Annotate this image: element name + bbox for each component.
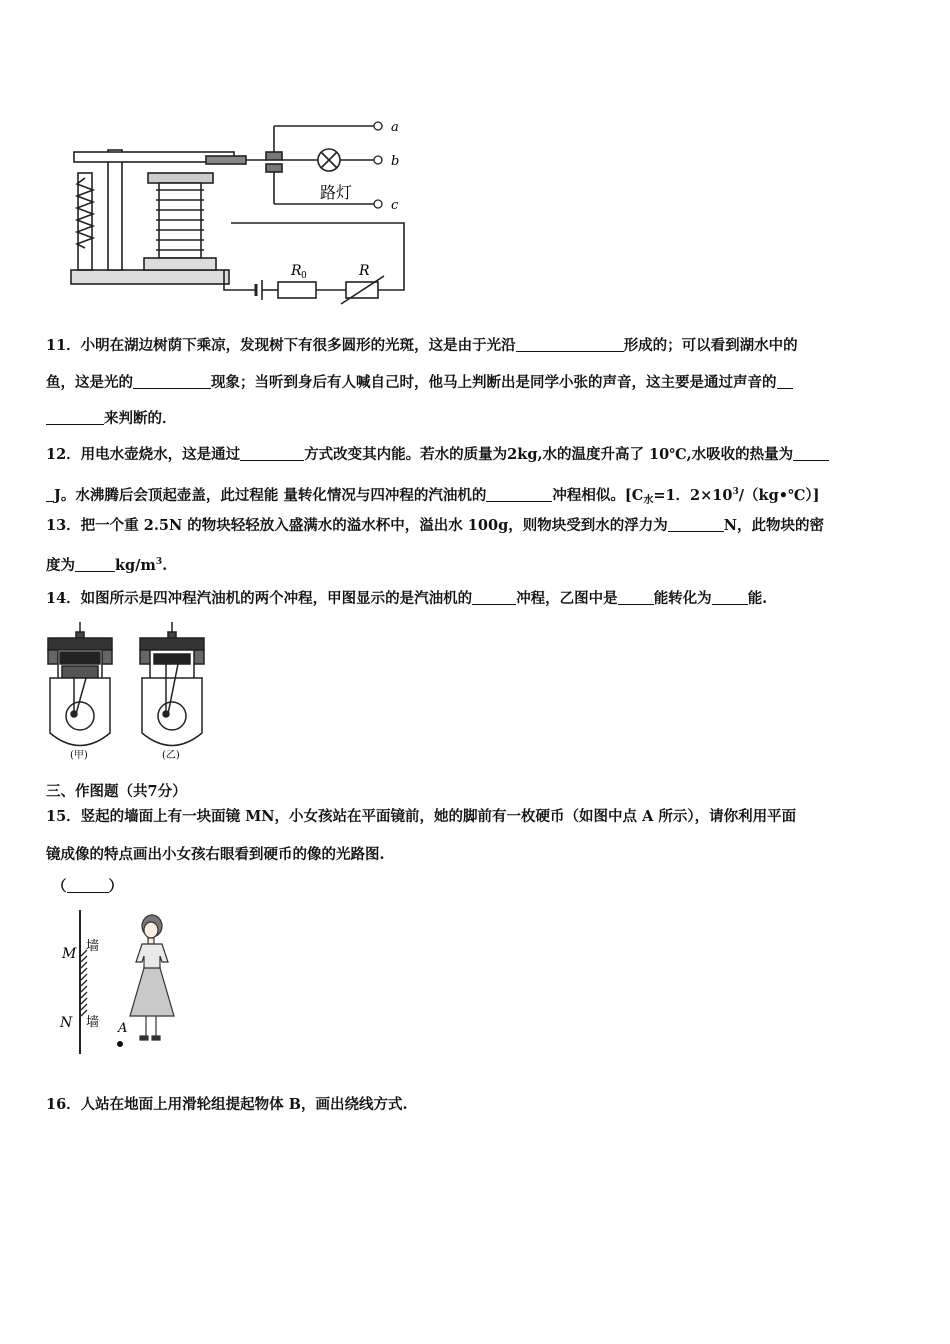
terminal-a-label: a — [391, 120, 399, 135]
section-3-heading: 三、作图题（共7分） — [46, 783, 187, 800]
q12-blank-1[interactable] — [240, 446, 304, 461]
q14-text: 14．如图所示是四冲程汽油机的两个冲程，甲图显示的是汽油机的 — [46, 590, 473, 607]
question-12-line-2 — [46, 483, 910, 510]
question-11-line-3 — [46, 410, 910, 428]
q13-text: N，此物块的密 — [723, 517, 824, 534]
q13-text: kg/m — [115, 557, 156, 574]
q11-blank-3[interactable] — [777, 374, 793, 389]
q14-blank-1[interactable] — [472, 590, 516, 605]
q11-text: 来判断的． — [104, 410, 177, 427]
q14-text: 能转化为 — [653, 590, 712, 607]
q12-subscript: 水 — [643, 495, 654, 506]
mirror-n-label: N — [60, 1015, 73, 1031]
question-16: 16．人站在地面上用滑轮组提起物体 B，画出绕线方式. — [46, 1096, 408, 1113]
q11-text: 11．小明在湖边树荫下乘凉，发现树下有很多圆形的光斑，这是由于光沿 — [46, 337, 516, 354]
q13-text: 度为 — [46, 557, 75, 574]
q14-blank-3[interactable] — [712, 590, 748, 605]
question-13 — [46, 517, 910, 535]
q13-text: . — [162, 557, 168, 574]
question-15-answer[interactable] — [52, 878, 910, 896]
q12-text: 方式改变其内能。若水的质量为2kg,水的温度升高了 10℃,水吸收的热量为 — [304, 446, 794, 463]
question-11 — [46, 337, 910, 355]
q12-text: /（kg•℃）] — [738, 487, 820, 504]
q11-blank-2[interactable] — [133, 374, 211, 389]
q12-superscript: 3 — [732, 487, 739, 497]
q11-blank-3-cont[interactable] — [46, 410, 104, 425]
q13-superscript: 3 — [155, 557, 163, 567]
engine-label-jia: (甲) — [70, 750, 88, 761]
engine-figure — [44, 618, 234, 768]
q15-paren-open: （ — [52, 878, 67, 895]
q12-blank-2[interactable] — [793, 446, 829, 461]
terminal-b-label: b — [391, 154, 400, 169]
r0-subscript: 0 — [301, 271, 307, 281]
q12-text: J。水沸腾后会顶起壶盖，此过程能 量转化情况与四冲程的汽油机的 — [54, 487, 487, 504]
question-15: 15．竖起的墙面上有一块面镜 MN，小女孩站在平面镜前，她的脚前有一枚硬币（如图中点 A 所示），请你利用平面 — [46, 808, 797, 825]
engine-label-yi: (乙) — [162, 750, 180, 761]
wall-label-bottom: 墙 — [86, 1015, 100, 1030]
q13-blank-1[interactable] — [668, 517, 724, 532]
q14-text: 能. — [747, 590, 768, 607]
q14-text: 冲程，乙图中是 — [516, 590, 618, 607]
question-11-line-2 — [46, 374, 910, 392]
q13-text: 13．把一个重 2.5N 的物块轻轻放入盛满水的溢水杯中，溢出水 100g，则物块受到水的浮力为 — [46, 517, 668, 534]
q12-blank-3[interactable] — [486, 487, 552, 502]
q12-text: =1．2×10 — [653, 487, 733, 504]
q14-blank-2[interactable] — [618, 590, 654, 605]
r0-label: R — [291, 263, 302, 279]
q15-paren-close: ） — [108, 878, 123, 895]
lamp-label: 路灯 — [320, 183, 353, 202]
terminal-c-label: c — [391, 198, 399, 213]
mirror-m-label: M — [62, 946, 77, 962]
wall-label-top: 墙 — [86, 939, 100, 954]
question-13-line-2 — [46, 553, 910, 575]
q11-text: 鱼，这是光的 — [46, 374, 133, 391]
question-15-line-2: 镜成像的特点画出小女孩右眼看到硬币的像的光路图. — [46, 846, 385, 863]
q12-text: 冲程相似。[C — [552, 487, 644, 504]
q13-blank-2[interactable] — [75, 557, 115, 572]
q11-text: 形成的；可以看到湖水中的 — [623, 337, 798, 354]
q12-text: 12．用电水壶烧水，这是通过 — [46, 446, 241, 463]
q15-answer-blank[interactable] — [67, 878, 109, 893]
q12-blank-2-cont[interactable] — [46, 487, 54, 502]
coin-a-label: A — [118, 1021, 128, 1036]
q11-blank-1[interactable] — [516, 337, 624, 352]
q11-text: 现象；当听到身后有人喊自己时，他马上判断出是同学小张的声音，这主要是通过声音的 — [211, 374, 777, 391]
question-14 — [46, 590, 910, 608]
relay-circuit-figure — [66, 118, 416, 310]
question-12 — [46, 446, 910, 464]
r-label: R — [359, 263, 370, 279]
mirror-girl-figure — [54, 910, 194, 1060]
